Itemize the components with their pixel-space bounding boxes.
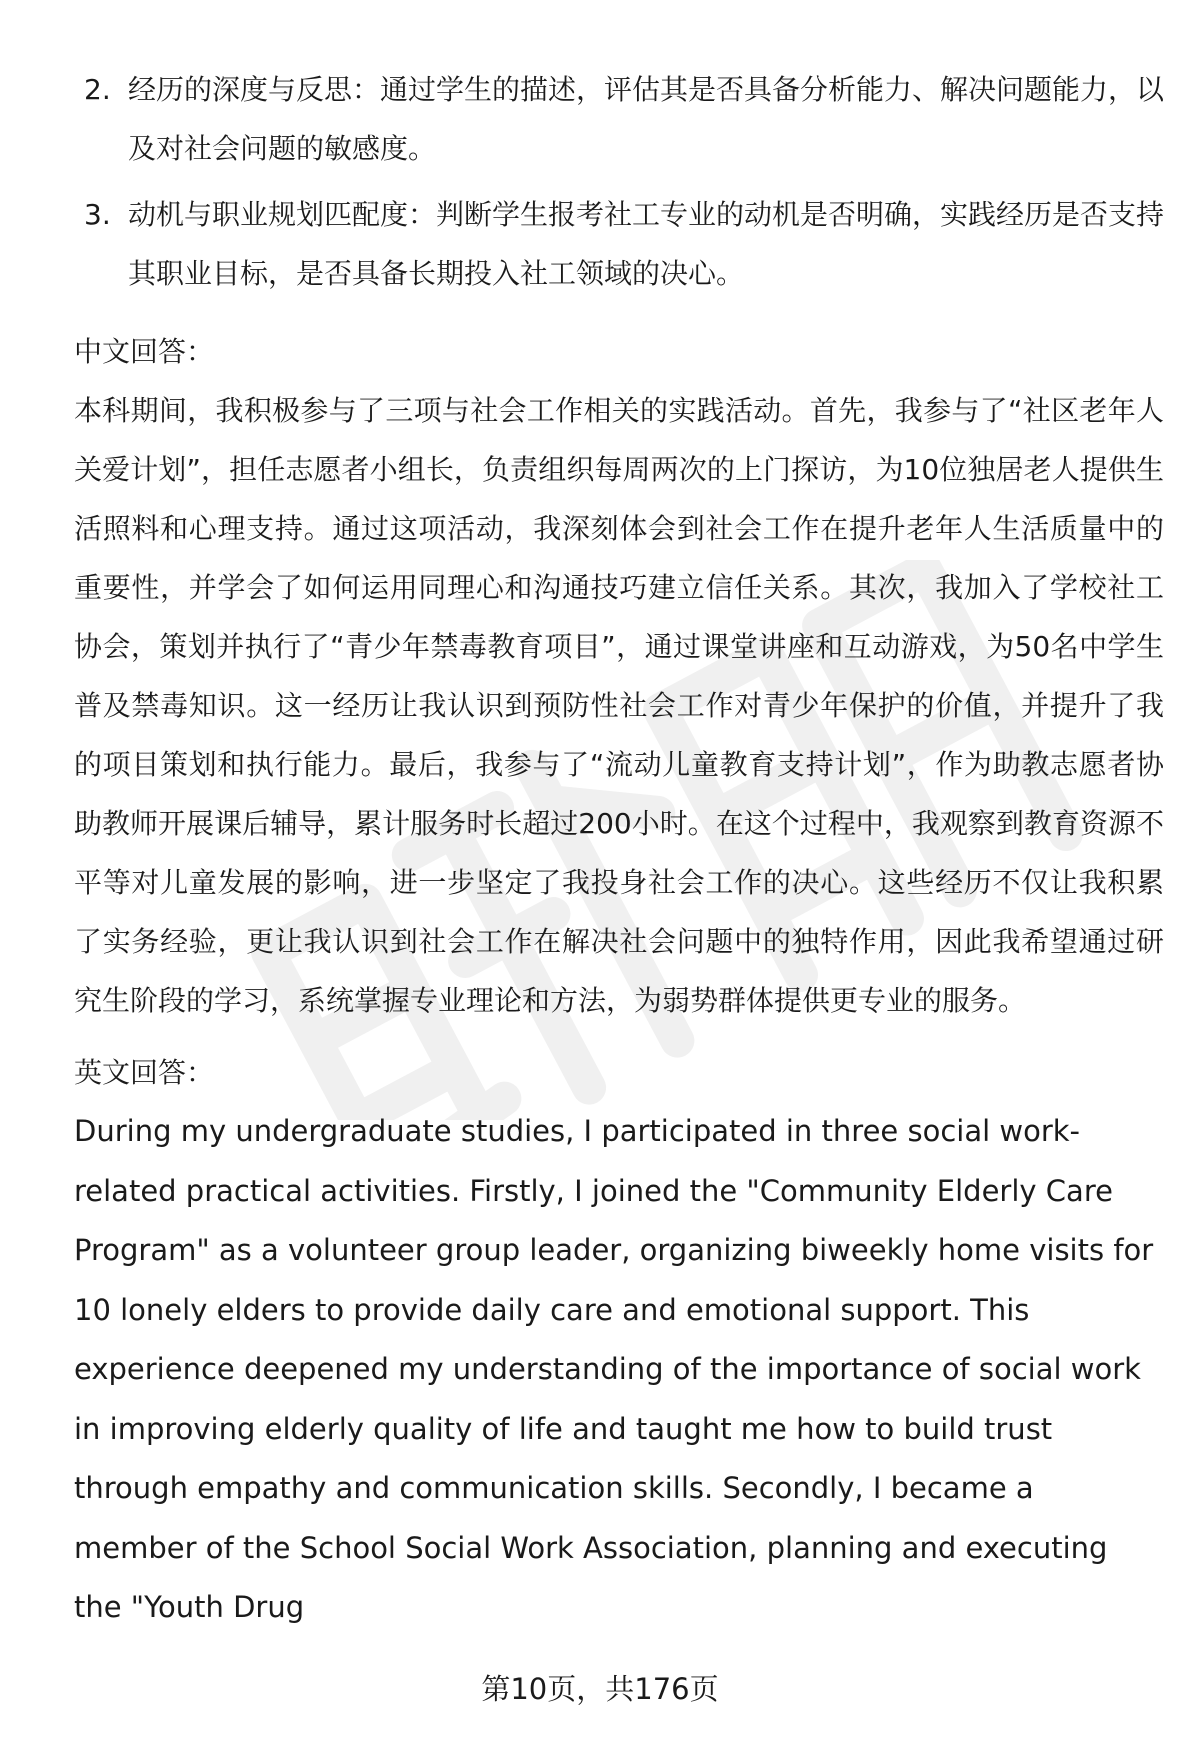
page-number-label: 第10页，共176页 [481,1672,719,1706]
list-item [74,185,1164,303]
chinese-answer-label: 中文回答： [74,335,215,368]
list-item-number: 3. [84,198,111,231]
criteria-list [74,60,1164,303]
list-item-number: 2. [84,73,111,106]
english-answer-text: During my undergraduate studies, I participated in three social work-related practical activities. Firstly, I joined the "Community Elderly Care Program" as a volunteer group leader, organizing biweekly home visits for 10 lonely elders to provide daily care and emotional support. This experience deepened my understanding of the importance of social work in improving elderly quality of life and taught me how to build trust through empathy and communication skills. Secondly, I became a member of the School Social Work Association, planning and executing the "Youth Drug [74,1114,1154,1624]
list-item-text: 经历的深度与反思：通过学生的描述，评估其是否具备分析能力、解决问题能力，以及对社会问题的敏感度。 [128,73,1165,165]
page-footer [0,1664,1200,1714]
chinese-answer-text: 本科期间，我积极参与了三项与社会工作相关的实践活动。首先，我参与了“社区老年人关爱计划”，担任志愿者小组长，负责组织每周两次的上门探访，为10位独居老人提供生活照料和心理支持。通过这项活动，我深刻体会到社会工作在提升老年人生活质量中的重要性，并学会了如何运用同理心和沟通技巧建立信任关系。其次，我加入了学校社工协会，策划并执行了“青少年禁毒教育项目”，通过课堂讲座和互动游戏，为50名中学生普及禁毒知识。这一经历让我认识到预防性社会工作对青少年保护的价值，并提升了我的项目策划和执行能力。最后，我参与了“流动儿童教育支持计划”，作为助教志愿者协助教师开展课后辅导，累计服务时长超过200小时。在这个过程中，我观察到教育资源不平等对儿童发展的影响，进一步坚定了我投身社会工作的决心。这些经历不仅让我积累了实务经验，更让我认识到社会工作在解决社会问题中的独特作用，因此我希望通过研究生阶段的学习，系统掌握专业理论和方法，为弱势群体提供更专业的服务。 [74,394,1164,1017]
list-item-text: 动机与职业规划匹配度：判断学生报考社工专业的动机是否明确，实践经历是否支持其职业目标，是否具备长期投入社工领域的决心。 [128,198,1165,290]
english-answer-label: 英文回答： [74,1056,215,1089]
list-item [74,60,1164,178]
document-body [74,60,1164,1638]
